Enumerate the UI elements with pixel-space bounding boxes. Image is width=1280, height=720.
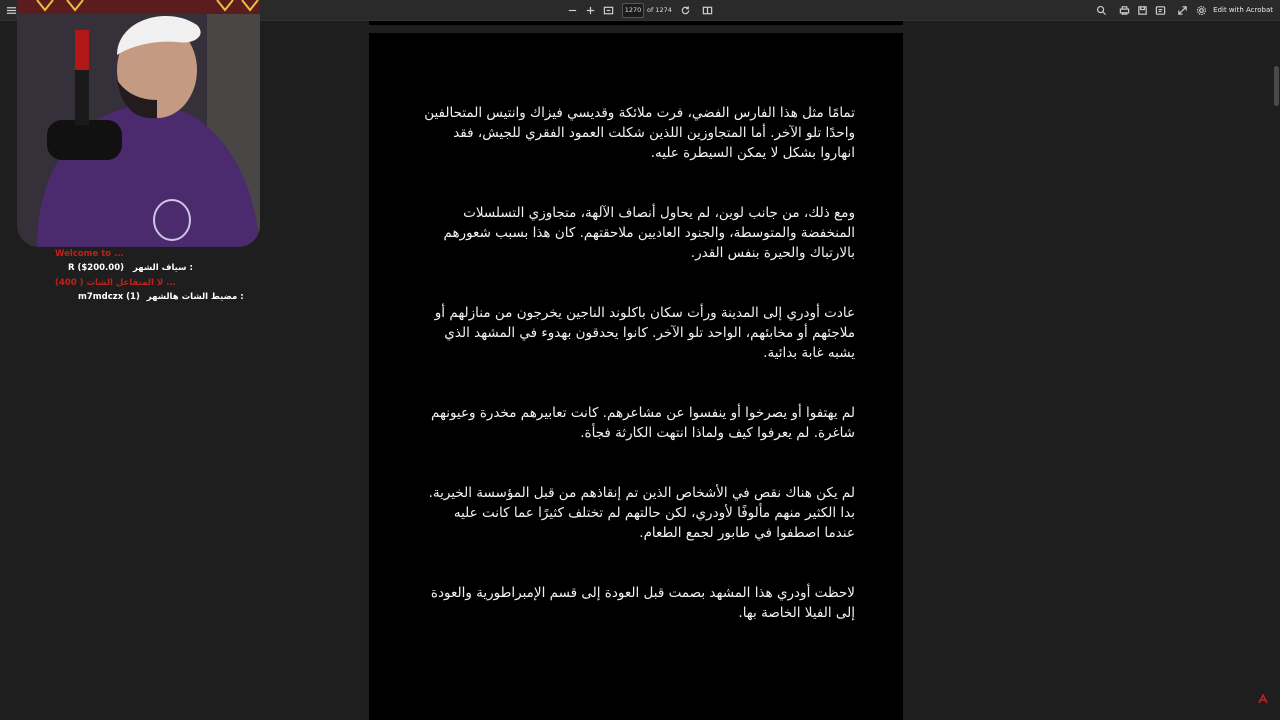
overlay-top-chatter: لا المتفاعل الشات ( 400) ... (55, 278, 176, 288)
scrollbar-thumb[interactable] (1274, 66, 1279, 106)
previous-page-edge (369, 21, 903, 25)
overlay-chat-label: مضيط الشات هالشهر : (146, 292, 244, 302)
paragraph-5: لم يكن هناك نقص في الأشخاص الذين تم إنقاذهم من قبل المؤسسة الخيرية. بدا الكثير منهم مألوفًا لأودري، لكن حالتهم لم تختلف كثيرًا عما كانت عليه عندما اصطفوا في طابور لجمع الطعام. (428, 485, 855, 541)
paragraph-4: لم يهتفوا أو يصرخوا أو ينفسوا عن مشاعرهم. كانت تعابيرهم مخدرة وعيونهم شاغرة. لم يعرفوا كيف ولماذا انتهت الكارثة فجأة. (430, 405, 855, 441)
menu-icon[interactable] (5, 3, 17, 17)
vertical-scrollbar[interactable] (1272, 21, 1280, 720)
pdf-page (369, 33, 903, 720)
overlay-chat-of-month (78, 291, 244, 303)
overlay-sword-of-month (68, 262, 193, 274)
overlay-welcome-text: Welcome to ... (55, 249, 124, 259)
fullscreen-icon[interactable] (1176, 3, 1188, 17)
zoom-in-icon[interactable] (584, 3, 596, 17)
edit-with-acrobat-button[interactable]: Edit with Acrobat (1213, 6, 1273, 14)
fit-page-icon[interactable] (602, 3, 614, 17)
overlay-chat-value: m7mdczx (1) (78, 292, 140, 302)
annotate-icon[interactable] (1154, 3, 1166, 17)
print-icon[interactable] (1118, 3, 1130, 17)
save-icon[interactable] (1136, 3, 1148, 17)
page-view-icon[interactable] (701, 3, 713, 17)
overlay-sword-label: سياف الشهر : (132, 263, 193, 273)
search-icon[interactable] (1095, 3, 1107, 17)
paragraph-2: ومع ذلك، من جانب لوين، لم يحاول أنصاف الآلهة، متجاوزي التسلسلات المنخفضة والمتوسطة، والجنود العاديين ملاحقتهم. كان هذا بسبب شعورهم بالارتباك والحيرة بنفس القدر. (443, 205, 855, 261)
overlay-sword-value: R ($200.00) (68, 263, 124, 273)
page-number-input[interactable]: 1270 (622, 3, 644, 18)
webcam-overlay (17, 0, 260, 247)
zoom-out-icon[interactable] (566, 3, 578, 17)
total-pages-label: of 1274 (647, 6, 672, 14)
acrobat-logo-icon (1258, 694, 1268, 704)
paragraph-6: لاحظت أودري هذا المشهد بصمت قبل العودة إلى قسم الإمبراطورية والعودة إلى الفيلا الخاصة بها. (430, 585, 855, 621)
settings-gear-icon[interactable] (1195, 3, 1207, 17)
paragraph-1: تمامًا مثل هذا الفارس الفضي، فرت ملائكة وقديسي فيزاك وانتيس المتحالفين واحدًا تلو الآخر. أما المتجاوزين اللذين شكلت العمود الفقري للجيش، فقد انهاروا بشكل لا يمكن السيطرة عليه. (424, 105, 855, 161)
paragraph-3: عادت أودري إلى المدينة ورأت سكان باكلوند الناجين يخرجون من منازلهم أو ملاجئهم أو مخابئهم، الواحد تلو الآخر. كانوا يحدقون بهدوء في المشهد الذي يشبه غابة بدائية. (434, 305, 855, 361)
rotate-icon[interactable] (679, 3, 691, 17)
